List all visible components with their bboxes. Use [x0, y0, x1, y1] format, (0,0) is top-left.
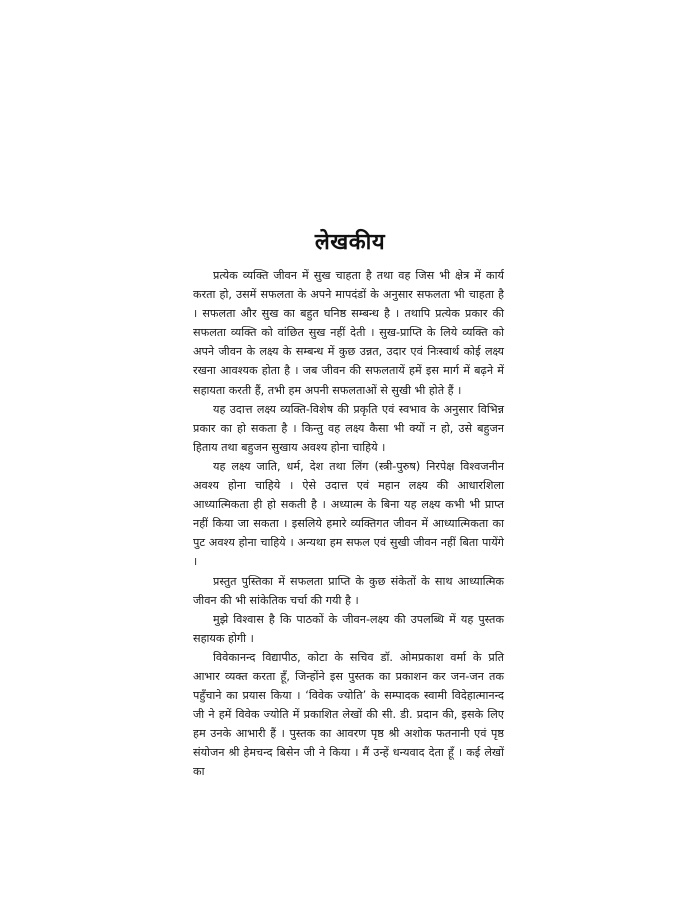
page-title: लेखकीय	[314, 230, 386, 255]
body-text	[193, 266, 504, 782]
paragraph: यह लक्ष्य जाति, धर्म, देश तथा लिंग (स्त्री-पुरुष) निरपेक्ष विश्वजनीन अवश्य होना चाहिये । ऐसे उदात्त एवं महान लक्ष्य की आधारशिला आध्यात्मिकता ही हो सकती है । अध्यात्म के बिना यह लक्ष्य कभी भी प्राप्त नहीं किया जा सकता । इसलिये हमारे व्यक्तिगत जीवन में आध्यात्मिकता का पुट अवश्य होना चाहिये । अन्यथा हम सफल एवं सुखी जीवन नहीं बिता पायेंगे ।	[193, 459, 504, 569]
paragraph: मुझे विश्वास है कि पाठकों के जीवन-लक्ष्य की उपलब्धि में यह पुस्तक सहायक होगी ।	[193, 612, 504, 645]
paragraph: प्रत्येक व्यक्ति जीवन में सुख चाहता है तथा वह जिस भी क्षेत्र में कार्य करता हो, उसमें सफलता के अपने मापदंडों के अनुसार सफलता भी चाहता है । सफलता और सुख का बहुत घनिष्ठ सम्बन्ध है । तथापि प्रत्येक प्रकार की सफलता व्यक्ति को वांछित सुख नहीं देती । सुख-प्राप्ति के लिये व्यक्ति को अपने जीवन के लक्ष्य के सम्बन्ध में कुछ उन्नत, उदार एवं निःस्वार्थ कोई लक्ष्य रखना आवश्यक होता है । जब जीवन की सफलतायें हमें इस मार्ग में बढ़ने में सहायता करती हैं, तभी हम अपनी सफलताओं से सुखी भी होते हैं ।	[193, 269, 504, 397]
paragraph: विवेकानन्द विद्यापीठ, कोटा के सचिव डॉ. ओमप्रकाश वर्मा के प्रति आभार व्यक्त करता हूँ, जिन्होंने इस पुस्तक का प्रकाशन कर जन-जन तक पहुँचाने का प्रयास किया । ‘विवेक ज्योति’ के सम्पादक स्वामी विदेहात्मानन्द जी ने हमें विवेक ज्योति में प्रकाशित लेखों की सी. डी. प्रदान की, इसके लिए हम उनके आभारी हैं । पुस्तक का आवरण पृष्ठ श्री अशोक फतनानी एवं पृष्ठ संयोजन श्री हेमचन्द बिसेन जी ने किया । मैं उन्हें धन्यवाद देता हूँ । कई लेखों का	[193, 650, 504, 779]
paragraph: यह उदात्त लक्ष्य व्यक्ति-विशेष की प्रकृति एवं स्वभाव के अनुसार विभिन्न प्रकार का हो सकता है । किन्तु वह लक्ष्य कैसा भी क्यों न हो, उसे बहुजन हिताय तथा बहुजन सुखाय अवश्य होना चाहिये ।	[193, 402, 504, 454]
paragraph: प्रस्तुत पुस्तिका में सफलता प्राप्ति के कुछ संकेतों के साथ आध्यात्मिक जीवन की भी सांकेतिक चर्चा की गयी है ।	[193, 574, 504, 607]
